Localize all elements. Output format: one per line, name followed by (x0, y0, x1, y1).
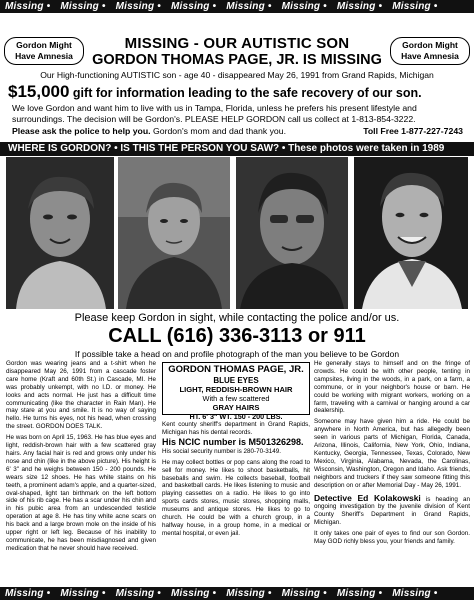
desc-few: With a few scattered (202, 394, 270, 403)
dental-records-text: Kent county sheriff's department in Grand Rapids, Michigan has his dental records. (162, 421, 310, 436)
photograph-request: If possible take a head on and profile photograph of the man you believe to be Gordon (74, 349, 400, 359)
ncic-number: His NCIC number is M501326298. (162, 436, 304, 447)
banner-word: Missing • (60, 588, 106, 599)
desc-hair: LIGHT, REDDISH-BROWN HAIR (179, 385, 293, 394)
keep-in-sight-line: Please keep Gordon in sight, while contacting the police and/or us. (74, 312, 400, 324)
banner-word: Missing • (281, 1, 327, 12)
detective-name: Detective Ed Kolakowski (314, 492, 421, 503)
amnesia-line1: Gordon Might (402, 40, 458, 50)
banner-word: Missing • (336, 1, 383, 12)
investigation-text: is heading an ongoing investigation by the juvenile division of Kent County Sheriff's Department in Grand Rapids, Michigan. (314, 495, 471, 527)
police-request: Please ask the police to help you. (12, 126, 151, 136)
closing-blessing: It only takes one pair of eyes to find our son Gordon. May GOD richly bless you, your friends and family. (314, 530, 470, 546)
headline: MISSING - OUR AUTISTIC SON (124, 35, 350, 52)
amnesia-line2: Have Amnesia (15, 51, 73, 61)
banner-word: Missing • (5, 588, 51, 599)
banner-word: Missing • (60, 1, 106, 12)
banner-word: Missing • (115, 1, 161, 12)
desc-name: GORDON THOMAS PAGE, JR. (168, 364, 304, 375)
description-paragraph: He was born on April 15, 1963. He has blue eyes and light, reddish-brown hair with a few scattered gray hairs. Any facial hair is red and grows only under his nose and chin (like in the above picture). His height is 6' 3" and he weighs between 150 - 200 pounds. He wears size 12 shoes. He has white stains on his teeth, a prominent adam's apple, and a quarter-sized, oval-shaped, light tan birthmark on the left bottom side of his rib cage. He has a scar under his chin and in his pubic area from an undescended testicle operation at age 8. He has tiny white acne scars on his back and a large brown mole on the inside of his upper right or left leg. Because of his inability to communicate, he has been misdiagnosed and given medication that he never should have received. (6, 434, 156, 552)
amnesia-badge-right (390, 37, 470, 65)
top-missing-banner (0, 0, 474, 13)
banner-word: Missing • (392, 1, 438, 12)
intro-paragraph (12, 103, 467, 125)
banner-word: Missing • (5, 1, 51, 12)
amnesia-line2: Have Amnesia (401, 51, 459, 61)
photo-4 (354, 157, 468, 309)
banner-word: Missing • (281, 588, 327, 599)
middle-column (162, 421, 310, 538)
desc-eyes: BLUE EYES (213, 376, 259, 385)
subline: Our High-functioning AUTISTIC son - age 40 - disappeared May 26, 1991 from Grand Rapids, Michigan (40, 70, 434, 80)
reward-text: gift for information leading to the safe recovery of our son. (69, 86, 422, 100)
banner-word: Missing • (392, 588, 438, 599)
social-security-number: His social security number is 280-70-3149. (162, 447, 281, 455)
clothing-paragraph: Gordon was wearing jeans and a t-shirt when he disappeared May 26, 1991 from a cascade foster care home (Kraft and 60th St.) in Cascade, MI. He was probably unkempt, with no I.D. or money. He looks and acts normal. He just has a difficult time communicating (like the character in Rain Man). He may stare at you and smile. It is no way of saying hello. He turns his eyes, not his head, when crossing the street. GORDON DOES TALK. (6, 360, 156, 431)
sightings-paragraph: Someone may have given him a ride. He could be anywhere in North America, but has allegedly been seen in various parts of Michigan, Florida, Canada, Arizona, Illinois, California, New York, Ohio, Indiana, Kentucky, Georgia, Tennessee, Texas, Colorado, New Mexico, Virginia, Alabama, Nevada, the Carolinas, Wisconsin, Washington, Oregon and Idaho. Ask friends, neighbors and truckers if they saw someone fitting this description on or after Memorial Day - May 26, 1991. (314, 418, 470, 489)
reward-amount: $15,000 (8, 82, 70, 101)
toll-free-number: Toll Free 1-877-227-7243 (363, 126, 463, 136)
desc-gray: GRAY HAIRS (212, 403, 260, 412)
banner-word: Missing • (226, 1, 272, 12)
whereabouts-paragraph: He generally stays to himself and on the fringe of crowds. He could be with other people, tenting in campsites, living in the woods, in a park, on a farm, a commune, or in your neighbor's house or barn. He could be working with migrant workers, working on a farm, traveling with a carnival or hanging around a car dealership. (314, 360, 470, 415)
banner-word: Missing • (170, 1, 217, 12)
thanks-text: Gordon's mom and dad thank you. (150, 126, 287, 136)
call-number: CALL (616) 336-3113 or 911 (108, 325, 366, 347)
habits-paragraph: He may collect bottles or pop cans along the road to sell for money. He likes to shoot basketballs, hit baseballs and swim. He collects baseball, football and basketball cards. He likes listening to music and playing cassettes on a radio. He likes to go into sports cards stores, music stores, shopping malls, museums and antique stores. He likes to go to church. He could be with a church group, in a halfway house, in a group home, in a medical or mental hospital, or even jail. (162, 458, 310, 537)
banner-word: Missing • (336, 588, 383, 599)
amnesia-line1: Gordon Might (16, 40, 72, 50)
banner-word: Missing • (170, 588, 217, 599)
banner-word: Missing • (226, 588, 272, 599)
bottom-missing-banner (0, 587, 474, 600)
banner-word: Missing • (115, 588, 161, 599)
reward-line (8, 82, 468, 102)
detective-paragraph (314, 493, 470, 528)
description-box (162, 362, 310, 421)
photo-strip (0, 157, 474, 309)
right-column (314, 360, 470, 546)
photo-3 (236, 157, 348, 309)
where-is-gordon-bar: WHERE IS GORDON? • IS THIS THE PERSON YOU SAW? • These photos were taken in 1989 (0, 142, 474, 156)
intro-text: We love Gordon and want him to live with us in Tampa, Florida, unless he prefers his present lifestyle and surroundings. The decision will be Gordon's. PLEASE HELP GORDON call us collect at 1-813-854-3222. (12, 103, 417, 124)
photo-1 (6, 157, 114, 309)
amnesia-badge-left (4, 37, 84, 65)
desc-height-weight: HT. 6' 3" WT. 150 - 200 LBS. (189, 412, 283, 421)
name-headline: GORDON THOMAS PAGE, JR. IS MISSING (92, 52, 382, 68)
photo-2 (118, 157, 230, 309)
left-column (6, 360, 156, 553)
police-paragraph (12, 126, 467, 137)
